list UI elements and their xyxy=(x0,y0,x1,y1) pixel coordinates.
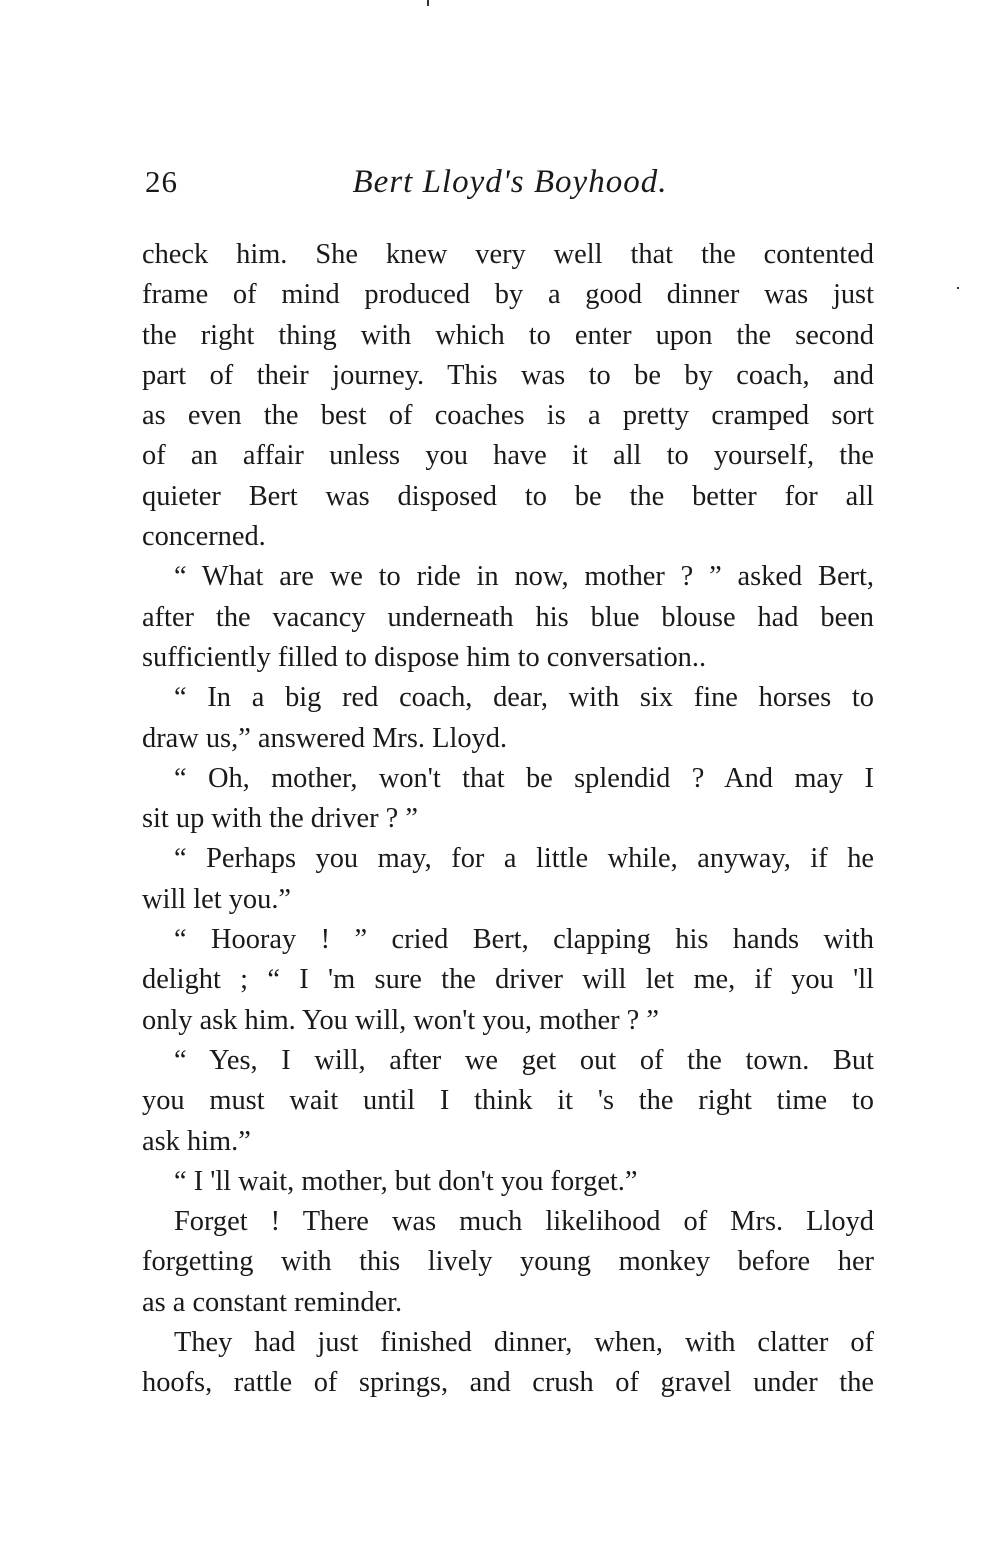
text-line: frame of mind produced by a good dinner was just xyxy=(142,279,874,311)
text-line: They had just finished dinner, when, with clatter of xyxy=(174,1327,874,1359)
text-line: “ In a big red coach, dear, with six fine horses to xyxy=(174,682,874,714)
text-line: Forget ! There was much likelihood of Mrs. Lloyd xyxy=(174,1206,874,1238)
text-line: draw us,” answered Mrs. Lloyd. xyxy=(142,722,508,754)
text-line: as a constant reminder. xyxy=(142,1286,403,1318)
text-line: “ What are we to ride in now, mother ? ” asked Bert, xyxy=(174,561,874,593)
text-line: concerned. xyxy=(142,521,266,553)
text-line: “ I 'll wait, mother, but don't you forget.” xyxy=(174,1165,638,1197)
text-line: quieter Bert was disposed to be the better for all xyxy=(142,480,874,512)
body-text xyxy=(142,235,874,1404)
text-line: “ Perhaps you may, for a little while, anyway, if he xyxy=(174,843,874,875)
text-line: of an affair unless you have it all to yourself, the xyxy=(142,440,874,472)
text-line: forgetting with this lively young monkey before her xyxy=(142,1246,874,1278)
text-line: part of their journey. This was to be by coach, and xyxy=(142,359,874,391)
text-line: ask him.” xyxy=(142,1125,251,1157)
text-line: hoofs, rattle of springs, and crush of gravel under the xyxy=(142,1367,874,1399)
text-line: after the vacancy underneath his blue blouse had been xyxy=(142,601,874,633)
text-line: check him. She knew very well that the contented xyxy=(142,239,874,270)
page-header xyxy=(145,164,875,214)
text-line: delight ; “ I 'm sure the driver will let me, if you 'll xyxy=(142,964,874,996)
text-line: “ Yes, I will, after we get out of the town. But xyxy=(174,1044,874,1076)
text-line: you must wait until I think it 's the right time to xyxy=(142,1085,874,1117)
text-line: will let you.” xyxy=(142,883,292,915)
text-line: only ask him. You will, won't you, mother ? ” xyxy=(142,1004,659,1036)
text-line: “ Hooray ! ” cried Bert, clapping his hands with xyxy=(174,924,874,956)
right-edge-mark xyxy=(957,287,959,289)
text-line: sit up with the driver ? ” xyxy=(142,803,418,835)
page-number: 26 xyxy=(145,164,178,199)
text-line: the right thing with which to enter upon the second xyxy=(142,319,874,351)
top-edge-mark xyxy=(427,0,429,6)
text-line: sufficiently filled to dispose him to conversation.. xyxy=(142,641,707,673)
running-title: Bert Lloyd's Boyhood. xyxy=(352,164,668,200)
text-line: as even the best of coaches is a pretty cramped sort xyxy=(142,400,874,432)
text-line: “ Oh, mother, won't that be splendid ? And may I xyxy=(174,762,874,794)
